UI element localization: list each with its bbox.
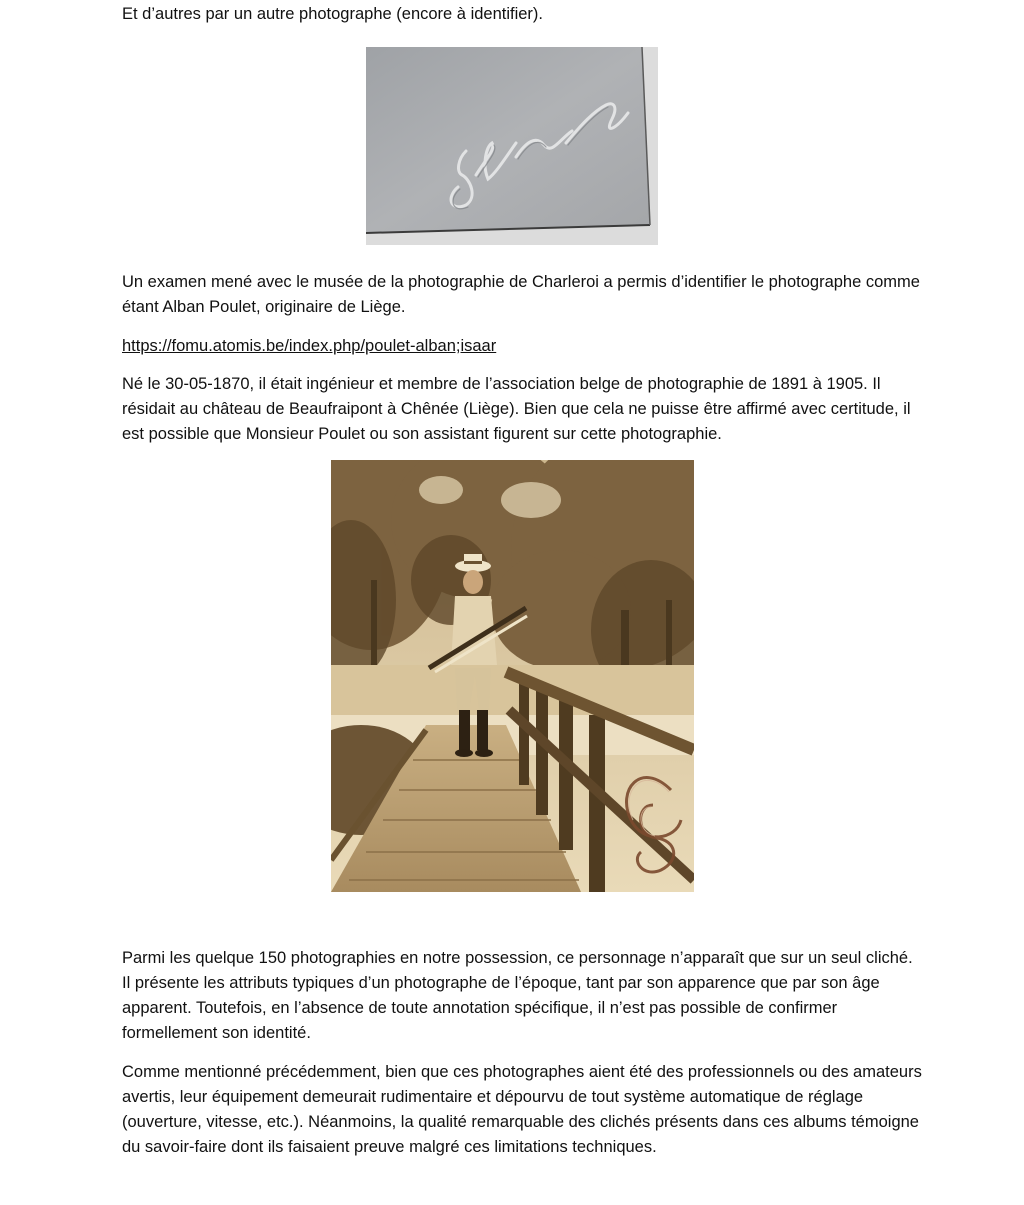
paragraph-cliche: Parmi les quelque 150 photographies en notre possession, ce personnage n’apparaît que sur un seul cliché. Il présente les attributs typiques d’un photographe de l’époque, tant par son apparence que par son âge apparent. Toutefois, en l’absence de toute annotation spécifique, il n’est pas possible de confirmer formellement son identité. (122, 949, 913, 1042)
paragraph-bio: Né le 30-05-1870, il était ingénieur et membre de l’association belge de photographie de 1891 à 1905. Il résidait au château de Beaufraipont à Chênée (Liège). Bien que cela ne puisse être affirmé avec certitude, il est possible que Monsieur Poulet ou son assistant figurent sur cette photographie. (122, 375, 911, 443)
signature-image (366, 47, 658, 245)
sepia-photo (331, 460, 694, 892)
intro-text: Et d’autres par un autre photographe (encore à identifier). (122, 5, 544, 23)
paragraph-exam: Un examen mené avec le musée de la photographie de Charleroi a permis d’identifier le photographe comme étant Alban Poulet, originaire de Liège. (122, 273, 920, 316)
paragraph-link-wrapper (122, 334, 922, 359)
fomu-link[interactable]: https://fomu.atomis.be/index.php/poulet-alban;isaar (122, 337, 497, 355)
paragraph-equipment: Comme mentionné précédemment, bien que ces photographes aient été des professionnels ou des amateurs avertis, leur équipement demeurait rudimentaire et dépourvu de tout système automatique de réglage (ouverture, vitesse, etc.). Néanmoins, la qualité remarquable des clichés présents dans ces albums témoigne du savoir-faire dont ils faisaient preuve malgré ces limitations techniques. (122, 1063, 922, 1156)
